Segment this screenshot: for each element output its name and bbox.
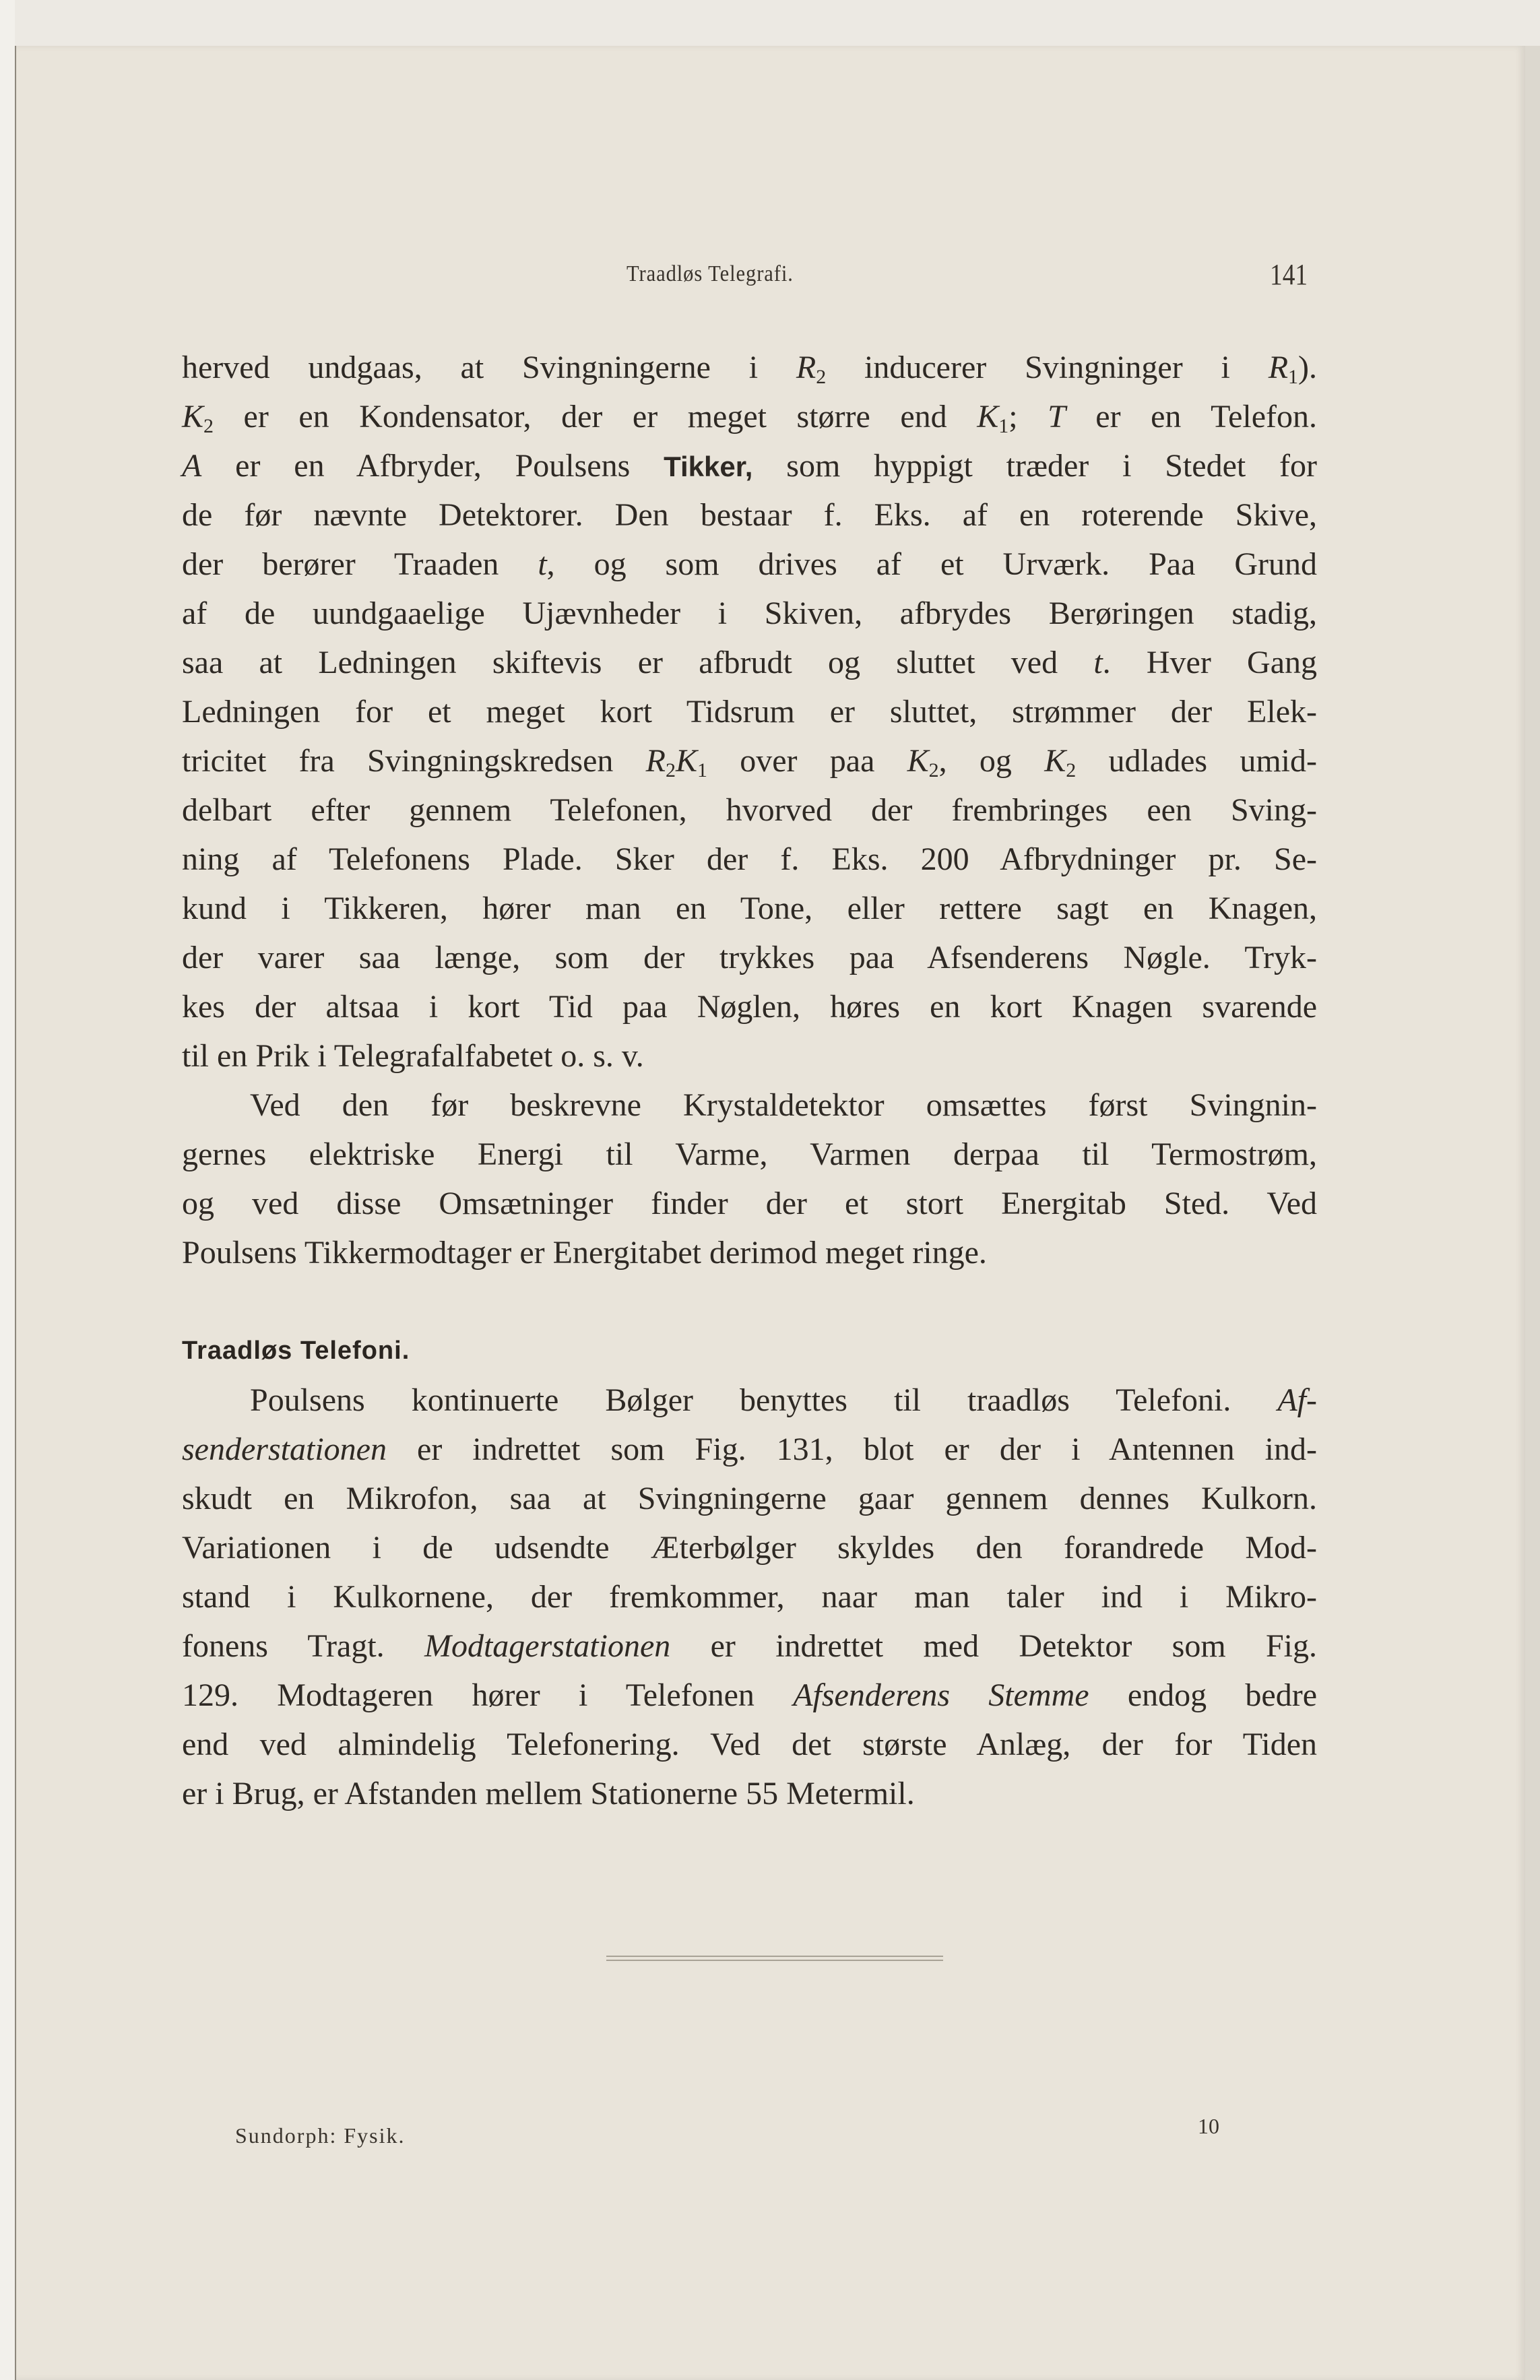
text-run: Poulsens Tikkermodtager er Energitabet derimod meget ringe. xyxy=(182,1235,987,1271)
text-run: er indrettet som Fig. 131, blot er der i Antennen ind- xyxy=(386,1432,1317,1467)
text-run: Variationen i de udsendte Æterbølger skyldes den forandrede Mod- xyxy=(182,1530,1317,1566)
text-run: er i Brug, er Afstanden mellem Stationerne 55 Metermil. xyxy=(182,1776,915,1811)
italic-text: A xyxy=(182,448,202,484)
text-line xyxy=(182,589,1317,638)
page-left-edge xyxy=(0,0,16,2380)
text-line xyxy=(182,982,1317,1031)
bold-text: Tikker, xyxy=(664,451,753,482)
text-line xyxy=(182,1425,1317,1474)
text-line xyxy=(182,1228,1317,1277)
text-run: af de uundgaaelige Ujævnheder i Skiven, afbrydes Berøringen stadig, xyxy=(182,596,1317,631)
text-run: , og xyxy=(938,743,1045,779)
text-line xyxy=(182,1130,1317,1179)
text-line xyxy=(182,785,1317,835)
text-run: tricitet fra Svingningskredsen xyxy=(182,743,646,779)
text-run: fonens Tragt. xyxy=(182,1628,424,1664)
text-run: Ved den før beskrevne Krystaldetektor omsættes først Svingnin- xyxy=(250,1087,1317,1123)
text-run: kund i Tikkeren, hører man en Tone, eller rettere sagt en Knagen, xyxy=(182,891,1317,926)
subscript: 2 xyxy=(203,415,214,437)
text-run: gernes elektriske Energi til Varme, Varmen derpaa til Termostrøm, xyxy=(182,1136,1317,1172)
text-run: , og som drives af et Urværk. Paa Grund xyxy=(546,546,1318,582)
text-run: er en Kondensator, der er meget større end xyxy=(214,399,977,435)
text-run: og ved disse Omsætninger finder der et stort Energitab Sted. Ved xyxy=(182,1186,1317,1221)
italic-text: Modtagerstationen xyxy=(424,1628,671,1664)
text-run: saa at Ledningen skiftevis er afbrudt og sluttet ved xyxy=(182,645,1094,680)
text-run: Traadløs Telefoni. xyxy=(182,1337,410,1365)
section-heading xyxy=(182,1326,1317,1376)
text-run: kes der altsaa i kort Tid paa Nøglen, høres en kort Knagen svarende xyxy=(182,989,1317,1025)
text-run: ning af Telefonens Plade. Sker der f. Eks. 200 Afbrydninger pr. Se- xyxy=(182,841,1317,877)
italic-text: K xyxy=(182,399,204,435)
running-head-title: Traadløs Telegrafi. xyxy=(627,261,794,286)
text-run: Ledningen for et meget kort Tidsrum er sluttet, strømmer der Elek- xyxy=(182,694,1317,730)
text-run: delbart efter gennem Telefonen, hvorved der frembringes een Sving- xyxy=(182,792,1317,828)
text-run: der varer saa længe, som der trykkes paa Afsenderens Nøgle. Tryk- xyxy=(182,940,1317,975)
subscript: 1 xyxy=(697,759,707,781)
subscript: 1 xyxy=(1288,366,1299,388)
italic-text: K xyxy=(675,743,697,779)
text-run: end ved almindelig Telefonering. Ved det største Anlæg, der for Tiden xyxy=(182,1727,1317,1762)
text-line xyxy=(182,343,1317,392)
text-line xyxy=(182,1523,1317,1572)
text-line xyxy=(182,1769,1317,1818)
text-run: der berører Traaden xyxy=(182,546,538,582)
text-line xyxy=(182,1474,1317,1523)
page-number: 141 xyxy=(1270,258,1308,291)
text-line xyxy=(182,736,1317,785)
italic-text: senderstationen xyxy=(182,1432,387,1467)
text-run: er indrettet med Detektor som Fig. xyxy=(670,1628,1317,1664)
text-line xyxy=(182,933,1317,982)
footer-sheet-number: 10 xyxy=(1198,2114,1219,2138)
subscript: 2 xyxy=(928,759,939,781)
text-line xyxy=(182,441,1317,490)
italic-text: R xyxy=(645,743,666,779)
text-run: som hyppigt træder i Stedet for xyxy=(752,448,1318,484)
text-line xyxy=(182,1671,1317,1720)
text-line xyxy=(182,1081,1317,1130)
text-run: er en Telefon. xyxy=(1065,399,1317,435)
text-line xyxy=(182,540,1317,589)
italic-text: Af- xyxy=(1277,1382,1317,1418)
text-run: endog bedre xyxy=(1089,1677,1317,1713)
subscript: 2 xyxy=(1066,759,1077,781)
blank-line xyxy=(182,1277,1317,1326)
italic-text: t xyxy=(1093,645,1103,680)
italic-text: K xyxy=(1044,743,1066,779)
text-line xyxy=(182,1031,1317,1081)
text-run: de før nævnte Detektorer. Den bestaar f. Eks. af en roterende Skive, xyxy=(182,497,1317,533)
text-line xyxy=(182,1572,1317,1621)
italic-text: T xyxy=(1048,399,1066,435)
text-run: ; xyxy=(1008,399,1048,435)
text-run: . Hver Gang xyxy=(1102,645,1318,680)
italic-text: R xyxy=(796,350,816,385)
text-line xyxy=(182,1376,1317,1425)
text-run: 129. Modtageren hører i Telefonen xyxy=(182,1677,794,1713)
page-top-edge xyxy=(15,0,1540,46)
footer-signature: Sundorph: Fysik. xyxy=(235,2123,406,2148)
italic-text: R xyxy=(1268,350,1289,385)
italic-text: K xyxy=(977,399,999,435)
separator-rule xyxy=(606,1960,943,1961)
text-line xyxy=(182,392,1317,441)
text-run: skudt en Mikrofon, saa at Svingningerne gaar gennem dennes Kulkorn. xyxy=(182,1481,1317,1516)
text-run: over paa xyxy=(707,743,907,779)
subscript: 2 xyxy=(816,366,827,388)
separator-rule xyxy=(606,1956,943,1957)
text-run: herved undgaas, at Svingningerne i xyxy=(182,350,796,385)
text-line xyxy=(182,1621,1317,1671)
text-line xyxy=(182,835,1317,884)
text-run: Poulsens kontinuerte Bølger benyttes til traadløs Telefoni. xyxy=(250,1382,1278,1418)
text-line xyxy=(182,490,1317,540)
italic-text: t xyxy=(538,546,547,582)
text-line xyxy=(182,1179,1317,1228)
text-line xyxy=(182,884,1317,933)
subscript: 2 xyxy=(665,759,676,781)
text-run: til en Prik i Telegrafalfabetet o. s. v. xyxy=(182,1038,644,1074)
text-run: stand i Kulkornene, der fremkommer, naar man taler ind i Mikro- xyxy=(182,1579,1317,1615)
text-run: udlades umid- xyxy=(1076,743,1317,779)
text-line xyxy=(182,1720,1317,1769)
body-text xyxy=(182,343,1317,1818)
text-line xyxy=(182,638,1317,687)
text-run: er en Afbryder, Poulsens xyxy=(201,448,664,484)
text-line xyxy=(182,687,1317,736)
subscript: 1 xyxy=(998,415,1009,437)
italic-text: Afsenderens Stemme xyxy=(793,1677,1089,1713)
text-run: inducerer Svingninger i xyxy=(826,350,1269,385)
italic-text: K xyxy=(907,743,929,779)
text-run: ). xyxy=(1298,350,1317,385)
